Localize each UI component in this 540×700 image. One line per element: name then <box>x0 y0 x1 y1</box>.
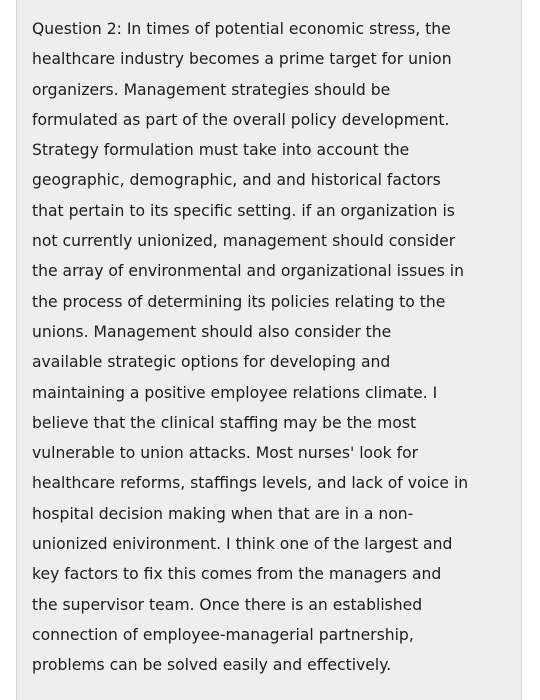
text-line: hospital decision making when that are in a non- <box>32 504 414 523</box>
text-line: problems can be solved easily and effectively. <box>32 656 392 675</box>
text-line: key factors to fix this comes from the managers and <box>32 565 442 584</box>
text-line: geographic, demographic, and and historical factors <box>32 171 441 190</box>
text-line: the supervisor team. Once there is an established <box>32 595 423 614</box>
text-line: unions. Management should also consider the <box>32 322 392 341</box>
text-line: formulated as part of the overall policy development. <box>32 110 450 129</box>
text-line: unionized enivironment. I think one of the largest and <box>32 535 453 554</box>
text-line: the array of environmental and organizational issues in <box>32 262 464 281</box>
text-line: the process of determining its policies relating to the <box>32 292 446 311</box>
text-line: organizers. Management strategies should be <box>32 80 391 99</box>
text-line: healthcare industry becomes a prime target for union <box>32 50 452 69</box>
text-line: maintaining a positive employee relations climate. I <box>32 383 438 402</box>
text-line: Strategy formulation must take into account the <box>32 141 410 160</box>
text-line: available strategic options for developing and <box>32 353 391 372</box>
text-line: healthcare reforms, staffings levels, and lack of voice in <box>32 474 469 493</box>
answer-text <box>32 14 502 681</box>
text-line: connection of employee-managerial partnership, <box>32 625 414 644</box>
text-line: vulnerable to union attacks. Most nurses' look for <box>32 444 419 463</box>
text-line: Question 2: In times of potential economic stress, the <box>32 20 451 38</box>
text-line: not currently unionized, management should consider <box>32 232 456 251</box>
text-line: believe that the clinical staffing may be the most <box>32 413 417 432</box>
answer-card <box>16 0 522 700</box>
text-line: that pertain to its specific setting. if an organization is <box>32 201 455 220</box>
